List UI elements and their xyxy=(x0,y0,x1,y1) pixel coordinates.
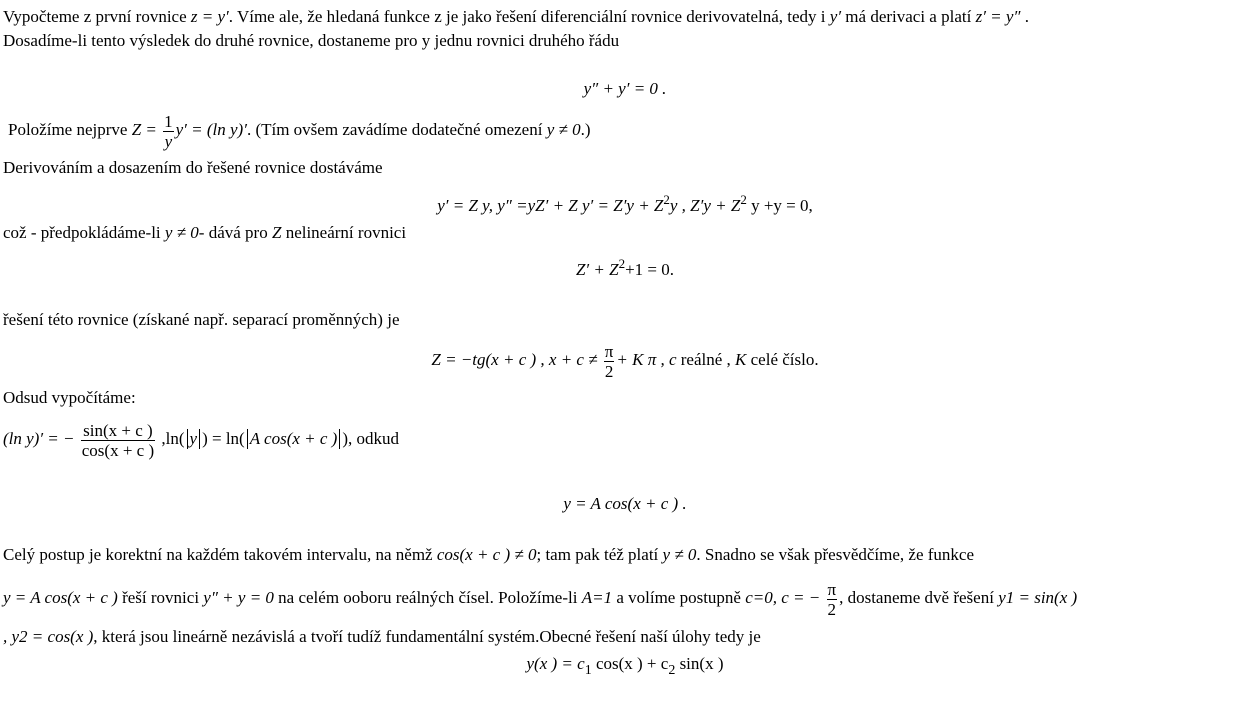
paragraph-9 xyxy=(3,574,1077,622)
math: z′ = y″ xyxy=(975,7,1021,26)
math: Z xyxy=(271,223,282,242)
paragraph-1 xyxy=(3,7,1029,27)
math: (ln y)′ = − xyxy=(3,429,75,448)
text: , dostaneme dvě řešení xyxy=(839,588,999,607)
math: z = y′ xyxy=(190,7,229,26)
fraction-denominator: 2 xyxy=(827,599,837,619)
equation-2 xyxy=(0,192,1250,216)
text: a volíme postupně xyxy=(612,588,746,607)
math: y ≠ 0 xyxy=(662,545,697,564)
text: což - předpokládáme-li xyxy=(3,223,165,242)
math: , y2 = cos(x ) xyxy=(3,627,94,646)
text: Celý postup je korektní na každém takovém intervalu, na němž xyxy=(3,545,437,564)
text: . Snadno se však přesvědčíme, že funkce xyxy=(696,545,974,564)
fraction-denominator: y xyxy=(164,131,173,151)
math: y′ xyxy=(829,7,842,26)
subscript: 1 xyxy=(584,663,592,678)
equation-7 xyxy=(0,654,1250,678)
paragraph-6: řešení této rovnice (získané např. separací proměnných) je xyxy=(3,310,400,329)
math: A=1 xyxy=(581,588,613,607)
fraction-numerator: π xyxy=(604,341,614,361)
equation-4 xyxy=(0,336,1250,384)
text: .) xyxy=(580,120,591,139)
superscript: 2 xyxy=(663,192,670,207)
text: Položíme nejprve xyxy=(8,120,132,139)
fraction-denominator: 2 xyxy=(604,361,614,381)
text: reálné , xyxy=(676,350,736,369)
paragraph-2: Dosadíme-li tento výsledek do druhé rovnice, dostaneme pro y jednu rovnici druhého řádu xyxy=(3,31,620,50)
abs-bar xyxy=(187,429,188,449)
superscript: 2 xyxy=(740,192,747,207)
math: Z′ + Z xyxy=(575,260,619,279)
paragraph-10 xyxy=(3,627,761,647)
math: ) = ln( xyxy=(202,429,245,448)
equation-6: y = A cos(x + c ) . xyxy=(563,494,687,513)
text: celé číslo. xyxy=(746,350,819,369)
math: + K π , c xyxy=(616,350,677,369)
math: Z = −tg(x + c ) , x + c ≠ xyxy=(431,350,598,369)
paragraph-3 xyxy=(8,106,591,154)
text: . xyxy=(1020,7,1030,26)
math: y = A cos(x + c ) xyxy=(3,588,118,607)
math: y′ = (ln y)′ xyxy=(175,120,247,139)
math: y1 = sin(x ) xyxy=(998,588,1078,607)
text: na celém ooboru reálných čísel. Položíme-li xyxy=(273,588,582,607)
math: +1 = 0. xyxy=(625,260,675,279)
math: c=0, c = − xyxy=(745,588,821,607)
text: nelineární rovnici xyxy=(281,223,407,242)
paragraph-5 xyxy=(3,223,406,243)
abs-bar xyxy=(199,429,200,449)
math: cos(x ) + c xyxy=(591,654,669,673)
text: - dává pro xyxy=(198,223,272,242)
fraction xyxy=(81,421,155,460)
text: . (Tím ovšem zavádíme dodatečné omezení xyxy=(246,120,547,139)
equation-1: y″ + y′ = 0 . xyxy=(583,79,667,98)
text: , která jsou lineárně nezávislá a tvoří tudíž fundamentální systém.Obecné řešení naší úlohy tedy je xyxy=(93,627,761,646)
fraction xyxy=(827,580,838,619)
fraction-denominator: cos(x + c ) xyxy=(81,440,155,460)
text: ; tam pak též platí xyxy=(536,545,663,564)
superscript: 2 xyxy=(618,256,626,271)
fraction-numerator: π xyxy=(827,579,837,599)
math: y(x ) = c xyxy=(526,654,585,673)
math: K xyxy=(735,350,747,369)
math: A cos(x + c ) xyxy=(249,429,338,448)
abs-bar xyxy=(247,429,248,449)
paragraph-7: Odsud vypočítáme: xyxy=(3,388,136,407)
fraction xyxy=(604,342,615,381)
equation-5 xyxy=(3,415,399,463)
math: y ≠ 0 xyxy=(546,120,581,139)
math: y , Z′y + Z xyxy=(669,196,741,215)
math: y ≠ 0 xyxy=(164,223,199,242)
math: cos(x + c ) ≠ 0 xyxy=(436,545,537,564)
equation-3 xyxy=(0,256,1250,280)
text: má derivaci a platí xyxy=(841,7,976,26)
text: . Víme ale, že hledaná funkce z je jako řešení diferenciální rovnice derivovatelná, tedy i xyxy=(228,7,830,26)
abs-bar xyxy=(339,429,340,449)
math: ,ln( xyxy=(157,429,185,448)
math: Z = xyxy=(131,120,157,139)
math: y″ + y = 0 xyxy=(203,588,274,607)
paragraph-4: Derivováním a dosazením do řešené rovnice dostáváme xyxy=(3,158,383,177)
math: y′ = Z y, y″ =yZ′ + Z y′ = Z′y + Z xyxy=(437,196,664,215)
fraction xyxy=(163,112,174,151)
fraction-numerator: sin(x + c ) xyxy=(81,421,155,441)
text: Vypočteme z první rovnice xyxy=(3,7,191,26)
fraction-numerator: 1 xyxy=(164,111,173,131)
subscript: 2 xyxy=(668,663,676,678)
text: řeší rovnici xyxy=(117,588,204,607)
math: sin(x ) xyxy=(675,654,724,673)
text: ), odkud xyxy=(342,429,400,448)
math: y +y = 0, xyxy=(746,196,813,215)
math: y xyxy=(189,429,198,448)
paragraph-8 xyxy=(3,545,974,565)
